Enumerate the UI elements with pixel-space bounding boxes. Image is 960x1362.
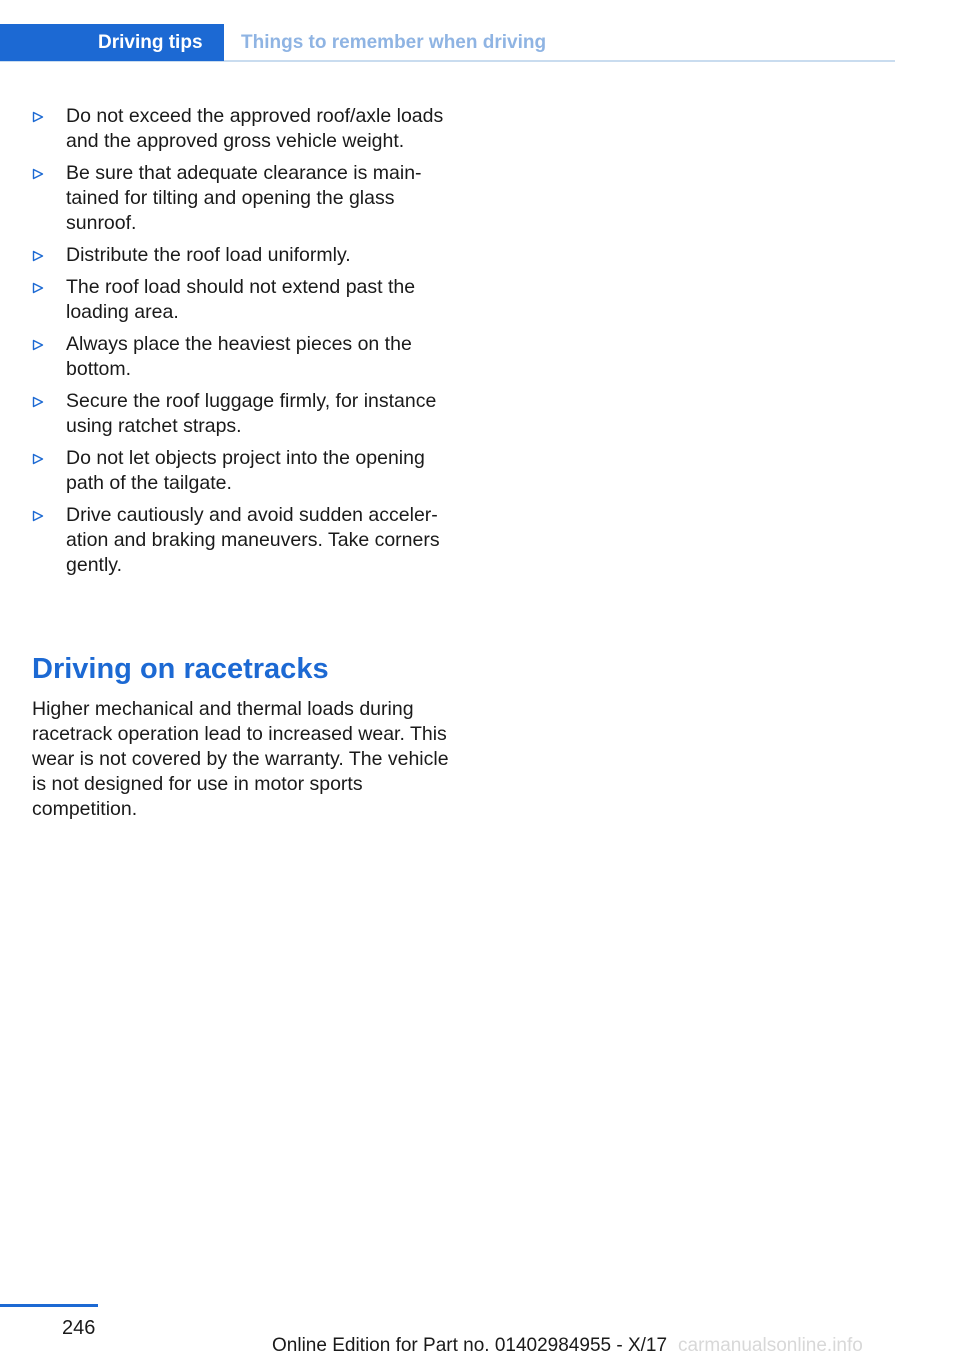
list-item — [32, 275, 452, 325]
list-item — [32, 332, 452, 382]
list-item-text: Always place the heaviest pieces on the bottom. — [66, 333, 412, 380]
section-tab: Driving tips — [0, 24, 224, 61]
list-item — [32, 503, 452, 578]
watermark: carmanualsonline.info — [678, 1335, 863, 1356]
list-item — [32, 243, 452, 268]
triangle-bullet-icon — [32, 332, 46, 357]
list-item-text: Distribute the roof load uniformly. — [66, 244, 351, 266]
list-item-text: Do not let objects project into the opening path of the tailgate. — [66, 447, 425, 494]
triangle-bullet-icon — [32, 104, 46, 129]
chapter-title: Things to remember when driving — [241, 32, 547, 53]
list-item — [32, 389, 452, 439]
triangle-bullet-icon — [32, 503, 46, 528]
page-number: 246 — [62, 1317, 96, 1339]
section-heading: Driving on racetracks — [32, 653, 329, 685]
section-body: Higher mechanical and thermal loads during racetrack operation lead to increased wear. This wear is not covered by the warranty. The vehicle is not designed for use in motor sports competition. — [32, 698, 449, 820]
list-item — [32, 446, 452, 496]
list-item-text: The roof load should not extend past the loading area. — [66, 276, 416, 323]
triangle-bullet-icon — [32, 243, 46, 268]
footer-edition: Online Edition for Part no. 01402984955 - X/17 — [272, 1335, 668, 1356]
triangle-bullet-icon — [32, 275, 46, 300]
list-item-text: Do not exceed the approved roof/axle loads and the approved gross vehicle weight. — [66, 105, 444, 152]
triangle-bullet-icon — [32, 389, 46, 414]
list-item-text: Secure the roof luggage firmly, for instance using ratchet straps. — [66, 390, 437, 437]
list-item — [32, 104, 452, 154]
list-item-text: Be sure that adequate clearance is main‐tained for tilting and opening the glass sunroof. — [66, 162, 422, 234]
page-header — [0, 24, 895, 62]
footer-divider — [0, 1304, 98, 1307]
list-item — [32, 161, 452, 236]
list-item-text: Drive cautiously and avoid sudden acceler‐ation and braking maneuvers. Take corners gently. — [66, 504, 440, 576]
bullet-list — [32, 104, 452, 585]
triangle-bullet-icon — [32, 446, 46, 471]
triangle-bullet-icon — [32, 161, 46, 186]
